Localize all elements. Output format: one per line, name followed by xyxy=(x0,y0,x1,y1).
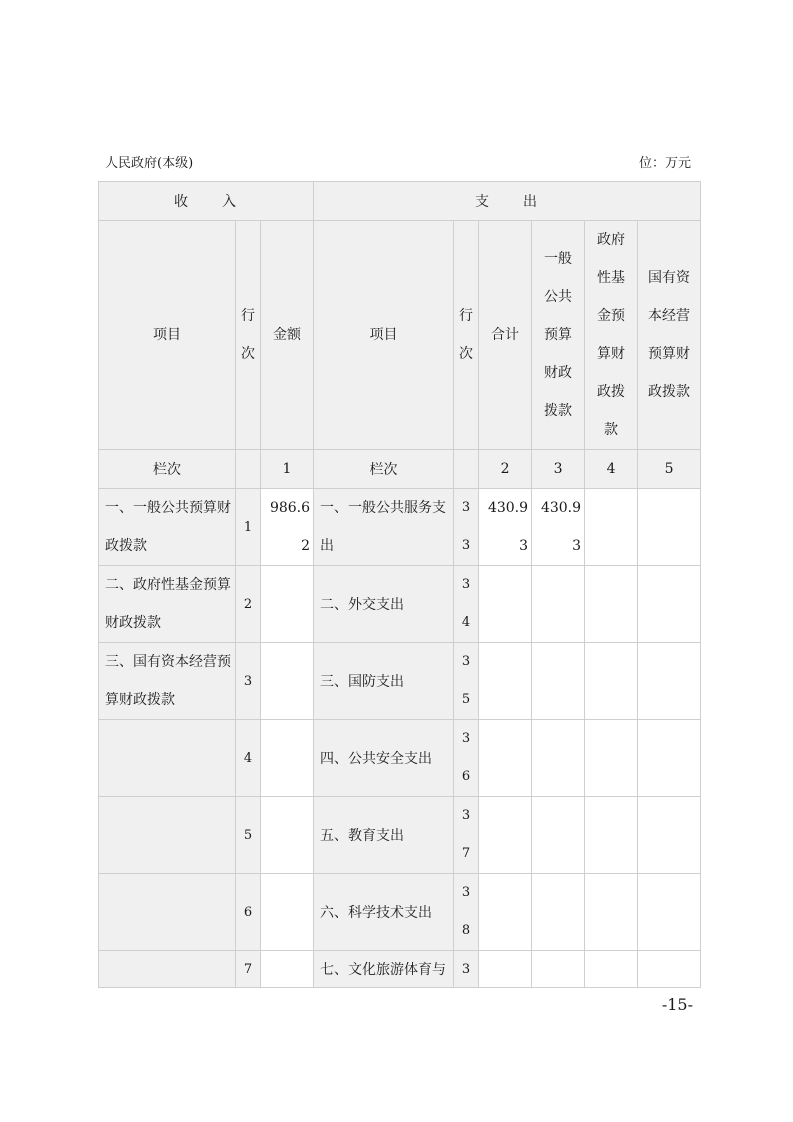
organization-label: 人民政府(本级) xyxy=(105,156,194,171)
income-item xyxy=(99,951,236,988)
income-line: 4 xyxy=(236,720,261,797)
expense-line: 3 xyxy=(454,951,479,988)
income-item xyxy=(99,797,236,874)
income-item: 一、一般公共预算财政拨款 xyxy=(99,489,236,566)
income-amount: 986.62 xyxy=(261,489,314,566)
income-amount xyxy=(261,951,314,988)
general-amount xyxy=(532,874,585,951)
income-line-header xyxy=(236,221,261,450)
total-amount: 430.93 xyxy=(479,489,532,566)
total-header xyxy=(479,221,532,450)
expense-line-header xyxy=(454,221,479,450)
expense-line: 36 xyxy=(454,720,479,797)
expense-line: 38 xyxy=(454,874,479,951)
column-index-general: 3 xyxy=(532,450,585,489)
total-amount xyxy=(479,566,532,643)
fund-amount xyxy=(585,643,638,720)
table-row xyxy=(99,720,701,797)
fund-amount xyxy=(585,797,638,874)
fund-amount xyxy=(585,720,638,797)
table-row xyxy=(99,489,701,566)
expense-item: 二、外交支出 xyxy=(314,566,454,643)
expense-line: 35 xyxy=(454,643,479,720)
column-index-capital: 5 xyxy=(638,450,701,489)
column-index-fund: 4 xyxy=(585,450,638,489)
income-line: 5 xyxy=(236,797,261,874)
amount-header xyxy=(261,221,314,450)
table-row xyxy=(99,874,701,951)
table-row xyxy=(99,643,701,720)
expense-item: 七、文化旅游体育与 xyxy=(314,951,454,988)
income-line: 1 xyxy=(236,489,261,566)
income-line: 3 xyxy=(236,643,261,720)
income-item-header-text: 项目 xyxy=(153,327,181,343)
column-index-amount: 1 xyxy=(261,450,314,489)
fund-amount xyxy=(585,874,638,951)
capital-amount xyxy=(638,951,701,988)
income-amount xyxy=(261,566,314,643)
capital-amount xyxy=(638,720,701,797)
expense-line: 33 xyxy=(454,489,479,566)
column-index-total: 2 xyxy=(479,450,532,489)
fund-amount xyxy=(585,566,638,643)
capital-amount xyxy=(638,643,701,720)
budget-table xyxy=(98,181,701,988)
expense-line: 37 xyxy=(454,797,479,874)
income-line: 6 xyxy=(236,874,261,951)
total-amount xyxy=(479,797,532,874)
general-amount xyxy=(532,720,585,797)
income-header: 收 入 xyxy=(99,182,314,221)
general-amount xyxy=(532,643,585,720)
income-amount xyxy=(261,874,314,951)
general-amount xyxy=(532,566,585,643)
expense-item: 六、科学技术支出 xyxy=(314,874,454,951)
income-amount xyxy=(261,720,314,797)
general-budget-header-text: 一般公共预算财政拨款 xyxy=(544,251,573,419)
expense-header: 支 出 xyxy=(314,182,701,221)
income-line-header-text: 行次 xyxy=(241,308,255,362)
income-item-header xyxy=(99,221,236,450)
table-row xyxy=(99,566,701,643)
unit-label: 位：万元 xyxy=(638,156,691,171)
capital-amount xyxy=(638,489,701,566)
capital-amount xyxy=(638,566,701,643)
expense-line-header-text: 行次 xyxy=(459,308,474,362)
state-capital-header xyxy=(638,221,701,450)
income-item: 二、政府性基金预算财政拨款 xyxy=(99,566,236,643)
income-line: 7 xyxy=(236,951,261,988)
income-item xyxy=(99,874,236,951)
expense-item: 五、教育支出 xyxy=(314,797,454,874)
column-index-empty xyxy=(236,450,261,489)
state-capital-header-text: 国有资本经营预算财政拨款 xyxy=(648,270,691,400)
fund-budget-header-text: 政府性基金预算财政拨款 xyxy=(597,232,626,438)
income-line: 2 xyxy=(236,566,261,643)
total-amount xyxy=(479,643,532,720)
table-row xyxy=(99,951,701,988)
expense-item-header-text: 项目 xyxy=(369,327,398,343)
income-amount xyxy=(261,797,314,874)
page-number: -15- xyxy=(661,995,693,1014)
column-index-label: 栏次 xyxy=(99,450,236,489)
total-header-text: 合计 xyxy=(491,327,520,343)
general-amount xyxy=(532,797,585,874)
fund-amount xyxy=(585,951,638,988)
column-index-empty xyxy=(454,450,479,489)
income-item xyxy=(99,720,236,797)
total-amount xyxy=(479,874,532,951)
capital-amount xyxy=(638,797,701,874)
fund-budget-header xyxy=(585,221,638,450)
expense-item-header xyxy=(314,221,454,450)
column-index-label: 栏次 xyxy=(314,450,454,489)
general-amount: 430.93 xyxy=(532,489,585,566)
expense-item: 四、公共安全支出 xyxy=(314,720,454,797)
table-row xyxy=(99,797,701,874)
total-amount xyxy=(479,951,532,988)
expense-item: 三、国防支出 xyxy=(314,643,454,720)
expense-item: 一、一般公共服务支出 xyxy=(314,489,454,566)
total-amount xyxy=(479,720,532,797)
fund-amount xyxy=(585,489,638,566)
general-budget-header xyxy=(532,221,585,450)
general-amount xyxy=(532,951,585,988)
income-amount xyxy=(261,643,314,720)
income-item: 三、国有资本经营预算财政拨款 xyxy=(99,643,236,720)
expense-line: 34 xyxy=(454,566,479,643)
capital-amount xyxy=(638,874,701,951)
amount-header-text: 金额 xyxy=(273,327,302,343)
